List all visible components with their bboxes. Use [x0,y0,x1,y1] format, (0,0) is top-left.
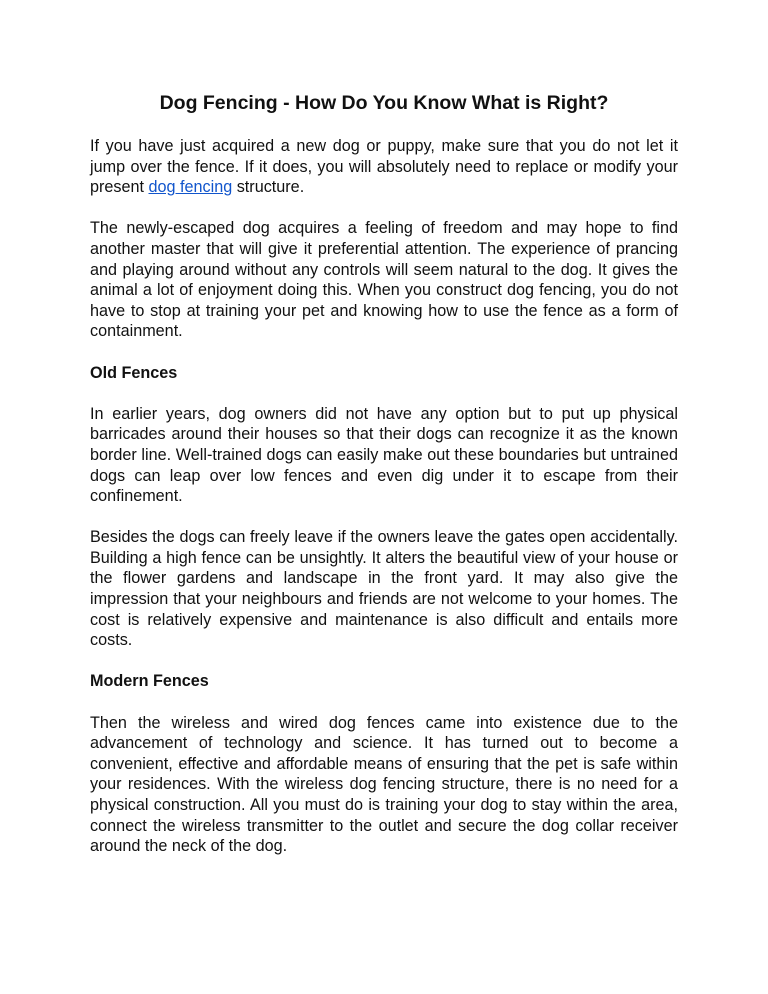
gates-paragraph: Besides the dogs can freely leave if the owners leave the gates open accidentally. Building a high fence can be unsightly. It alters the beautiful view of your house or the flower gardens and landscape in the front yard. It may also give the impression that your neighbours and friends are not welcome to your homes. The cost is relatively expensive and maintenance is also difficult and entails more costs. [90,528,678,650]
dog-fencing-link[interactable]: dog fencing [148,178,233,197]
escaped-dog-paragraph: The newly-escaped dog acquires a feeling of freedom and may hope to find another master that will give it preferential attention. The experience of prancing and playing around without any controls will seem natural to the dog. It gives the animal a lot of enjoyment doing this. When you construct dog fencing, you do not have to stop at training your pet and knowing how to use the fence as a form of containment. [90,219,678,341]
old-fences-heading: Old Fences [90,363,178,382]
modern-fences-heading: Modern Fences [90,672,209,691]
intro-paragraph [90,136,678,198]
intro-text-after: structure. [232,178,305,197]
old-fences-paragraph: In earlier years, dog owners did not have any option but to put up physical barricades around their houses so that their dogs can recognize it as the known border line. Well-trained dogs can easily make out these boundaries but untrained dogs can leap over low fences and even dig under it to escape from their confinement. [90,404,678,506]
intro-text-before: If you have just acquired a new dog or puppy, make sure that you do not let it jump over the fence. If it does, you will absolutely need to replace or modify your present [90,137,678,197]
page-title: Dog Fencing - How Do You Know What is Right? [159,92,609,114]
document-page [90,90,678,877]
modern-fences-paragraph: Then the wireless and wired dog fences came into existence due to the advancement of technology and science. It has turned out to become a convenient, effective and affordable means of ensuring that the pet is safe within your residences. With the wireless dog fencing structure, there is no need for a physical construction. All you must do is training your dog to stay within the area, connect the wireless transmitter to the outlet and secure the dog collar receiver around the neck of the dog. [90,713,678,856]
